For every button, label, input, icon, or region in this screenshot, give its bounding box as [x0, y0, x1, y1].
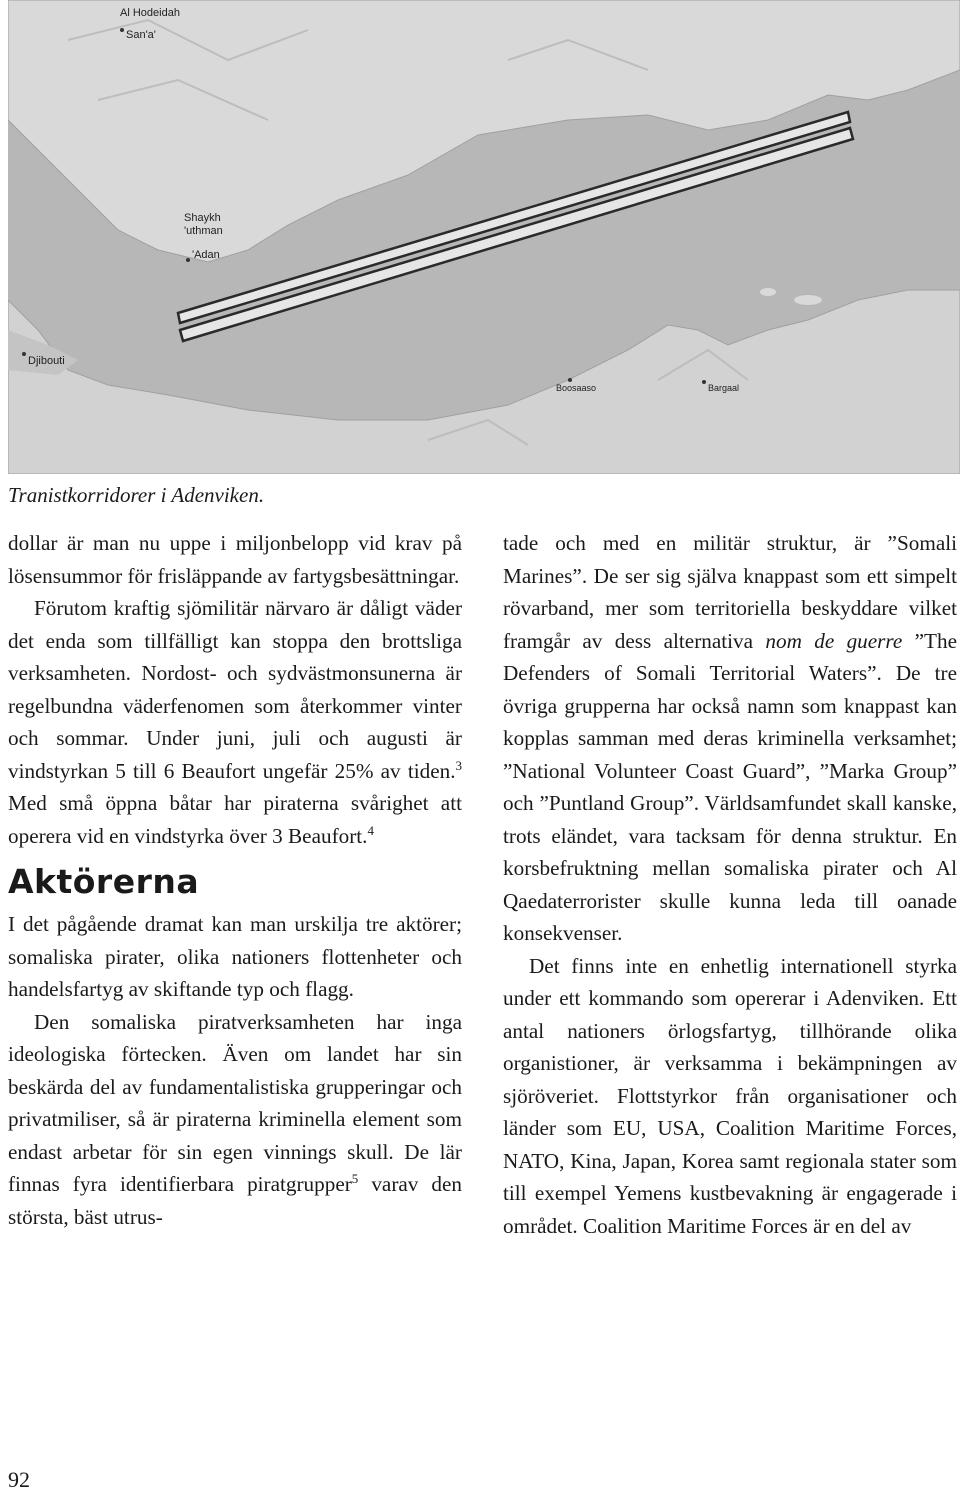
paragraph-text: I det pågående dramat kan man urskilja tre aktörer; somaliska pirater, olika nationers flottenheter och handelsfartyg av skiftande typ och flagg. — [8, 912, 462, 1001]
map-label-boosaaso: Boosaaso — [556, 383, 597, 393]
gulf-of-aden-map — [8, 0, 960, 474]
paragraph-text: Det finns inte en enhetlig internationell styrka under ett kommando som opererar i Adenviken. Ett antal nationers örlogsfartyg, tillhörande olika organistioner, är verksamma i bekämpningen av sjöröveriet. Flottstyrkor från organisationer och länder som EU, USA, Coalition Maritime Forces, NATO, Kina, Japan, Korea samt regionala stater som till exempel Yemens kustbevakning är engagerade i området. Coalition Maritime Forces är en del av — [503, 953, 957, 1238]
section-heading: Aktörerna — [8, 862, 200, 901]
map-label-sanaa: San'a' — [126, 29, 156, 41]
footnote-ref-5[interactable]: 5 — [351, 1170, 359, 1186]
paragraph-text: Med små öppna båtar har piraterna svårighet att operera vid en vindstyrka över 3 Beaufort. — [8, 791, 462, 848]
paragraph — [8, 908, 462, 1006]
paragraph-text: tade och med en militär struktur, är ”Somali Marines”. De ser sig själva knappast som ett simpelt rövarband, mer som territoriella beskyddare vilket framgår av dess alternativa — [503, 531, 957, 653]
paragraph — [8, 592, 462, 852]
adan-dot — [186, 258, 190, 262]
map-figure — [8, 0, 960, 474]
figure-caption: Tranistkorridorer i Adenviken. — [8, 483, 265, 507]
footnote-ref-3[interactable]: 3 — [455, 757, 462, 773]
island — [794, 295, 822, 305]
map-label-djibouti: Djibouti — [28, 355, 65, 367]
left-column — [8, 527, 462, 1233]
island — [760, 288, 776, 296]
map-label-adan: 'Adan — [192, 249, 220, 261]
boosaaso-dot — [568, 378, 572, 382]
paragraph — [503, 950, 957, 1243]
paragraph-text: dollar är man nu uppe i miljonbelopp vid krav på lösensummor för frisläppande av fartygsbesättningar. — [8, 531, 462, 588]
paragraph-text: Förutom kraftig sjömilitär närvaro är dåligt väder det enda som tillfälligt kan stoppa den brottsliga verksamheten. Nordost- och sydvästmonsunerna är regelbundna väderfenomen som återkommer vinter och sommar. Under juni, juli och augusti är vindstyrkan 5 till 6 Beaufort ungefär 25% av tiden. — [8, 596, 462, 783]
page-number: 92 — [8, 1467, 30, 1492]
map-label-top: Al Hodeidah — [120, 7, 180, 19]
paragraph-text: Den somaliska piratverksamheten har inga ideologiska förtecken. Även om landet har sin beskärda del av fundamentalistiska grupperingar och privatmiliser, så är piraterna kriminella element som endast arbetar för sin egen vinnings skull. De lär finnas fyra identifierbara piratgrupper — [8, 1009, 462, 1196]
paragraph-text: ”The Defenders of Somali Territorial Waters”. De tre övriga grupperna har också namn som knappast kan kopplas samman med deras kriminella verksamhet; ”National Volunteer Coast Guard”, ”Marka Group” och ”Puntland Group”. Världsamfundet skall kanske, trots eländet, vara tacksam för denna struktur. En korsbefruktning mellan somaliska pirater och Al Qaedaterrorister skulle kunna leda till oanade konsekvenser. — [503, 628, 957, 945]
paragraph — [8, 527, 462, 592]
right-column — [503, 527, 957, 1242]
sanaa-dot — [120, 28, 124, 32]
paragraph-text: varav den största, bäst utrus- — [8, 1172, 462, 1229]
footnote-ref-4[interactable]: 4 — [367, 822, 374, 838]
map-label-bargaal: Bargaal — [708, 383, 740, 393]
paragraph — [8, 1006, 462, 1234]
italic-term: nom de guerre — [765, 628, 903, 653]
map-label-shaykh-uthman: Shaykh 'uthman — [184, 212, 223, 237]
bargaal-dot — [702, 380, 706, 384]
paragraph — [503, 527, 957, 950]
djibouti-dot — [22, 352, 26, 356]
